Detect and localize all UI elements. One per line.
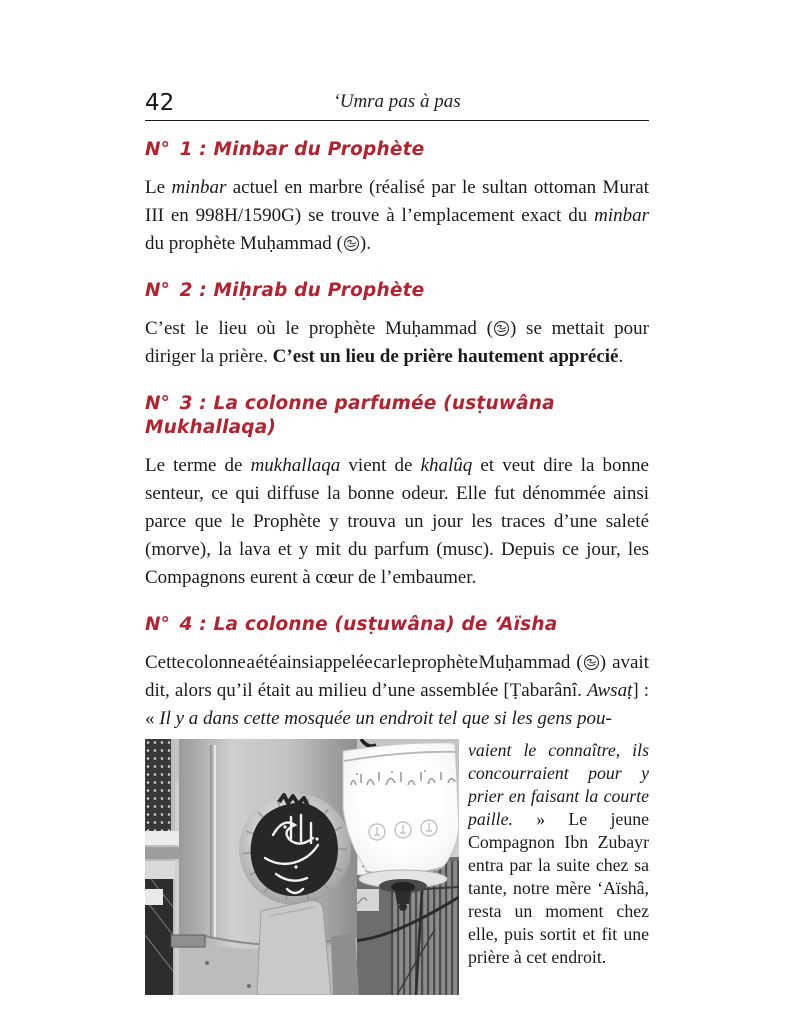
section-paragraph-4-intro [145,649,649,733]
text-segment: ) avait dit, alors qu’il était au milieu d’une assemblée [Ṭabarânî. [145,652,649,701]
text-segment: ( [570,652,583,673]
text-segment: . [618,346,624,367]
section-paragraph-3 [145,452,649,592]
photo-medallion [239,793,351,905]
text-segment: C’est un lieu de prière hautement apprécié [272,346,619,367]
section-heading-2: N° 2 : Miḥrab du Prophète [145,280,425,301]
text-segment: vient de [340,455,421,476]
text-segment: du prophète Muḥammad ( [145,233,343,254]
section-paragraph-1 [145,174,649,258]
section-heading-4: N° 4 : La colonne (usṭuwâna) de ‘Aïsha [145,614,558,635]
header-rule [145,120,649,121]
prophet-eulogy-icon [343,235,360,252]
photo-stand [257,901,331,995]
prophet-eulogy-icon [493,320,510,337]
text-segment: vaient le connaître, ils concourraient pour y prier en faisant la courte paille. [468,740,649,829]
text-segment: mukhallaqa [250,455,341,476]
text-segment: Awsaṭ [586,680,633,701]
photo-aisha-column [145,739,459,995]
text-segment: Le [145,177,172,198]
text-segment: khalûq [420,455,473,476]
text-segment: ) se mettait pour diriger la prière. [145,318,649,367]
text-segment: Cette colonne a été ainsi appelée car le prophète Muḥammad [145,652,571,673]
text-segment: Il y a dans cette mosquée un endroit tel que si les gens pou- [159,708,612,729]
figure-row [145,739,649,995]
text-segment: C’est le lieu où le prophète Muḥammad ( [145,318,493,339]
photo-bracket [171,935,205,947]
page-number: 42 [145,90,175,116]
text-segment: » Le jeune Compagnon Ibn Zubayr entra par la suite chez sa tante, notre mère ‘Aïshâ, resta un moment chez elle, puis sortit et fit une prière à cet endroit. [468,809,649,967]
section-paragraph-2 [145,315,649,371]
text-segment: ] : « [145,680,649,729]
text-segment: minbar [594,205,649,226]
section-heading-1: N° 1 : Minbar du Prophète [145,139,425,160]
section-heading-3: N° 3 : La colonne parfumée (usṭuwâna Mukhallaqa) [145,393,555,438]
text-segment: et veut dire la bonne senteur, ce qui diffuse la bonne odeur. Elle fut dénommée ainsi parce que le Prophète y trouva un jour les traces d’une saleté (morve), la lava et y mit du parfum (musc). Depuis ce jour, les Compagnons eurent à cœur de l’embaumer. [145,455,649,588]
prophet-eulogy-icon [583,654,600,671]
text-segment: Le terme de [145,455,251,476]
text-segment: ). [359,233,371,254]
running-title: ‘Umra pas à pas [333,91,461,112]
text-segment: minbar [171,177,227,198]
running-header [145,88,649,118]
text-segment: actuel en marbre (réalisé par le sultan ottoman Murat III en 998H/1590G) se trouve à l’emplacement exact du [145,177,649,226]
section-paragraph-4-wrap [468,739,649,969]
